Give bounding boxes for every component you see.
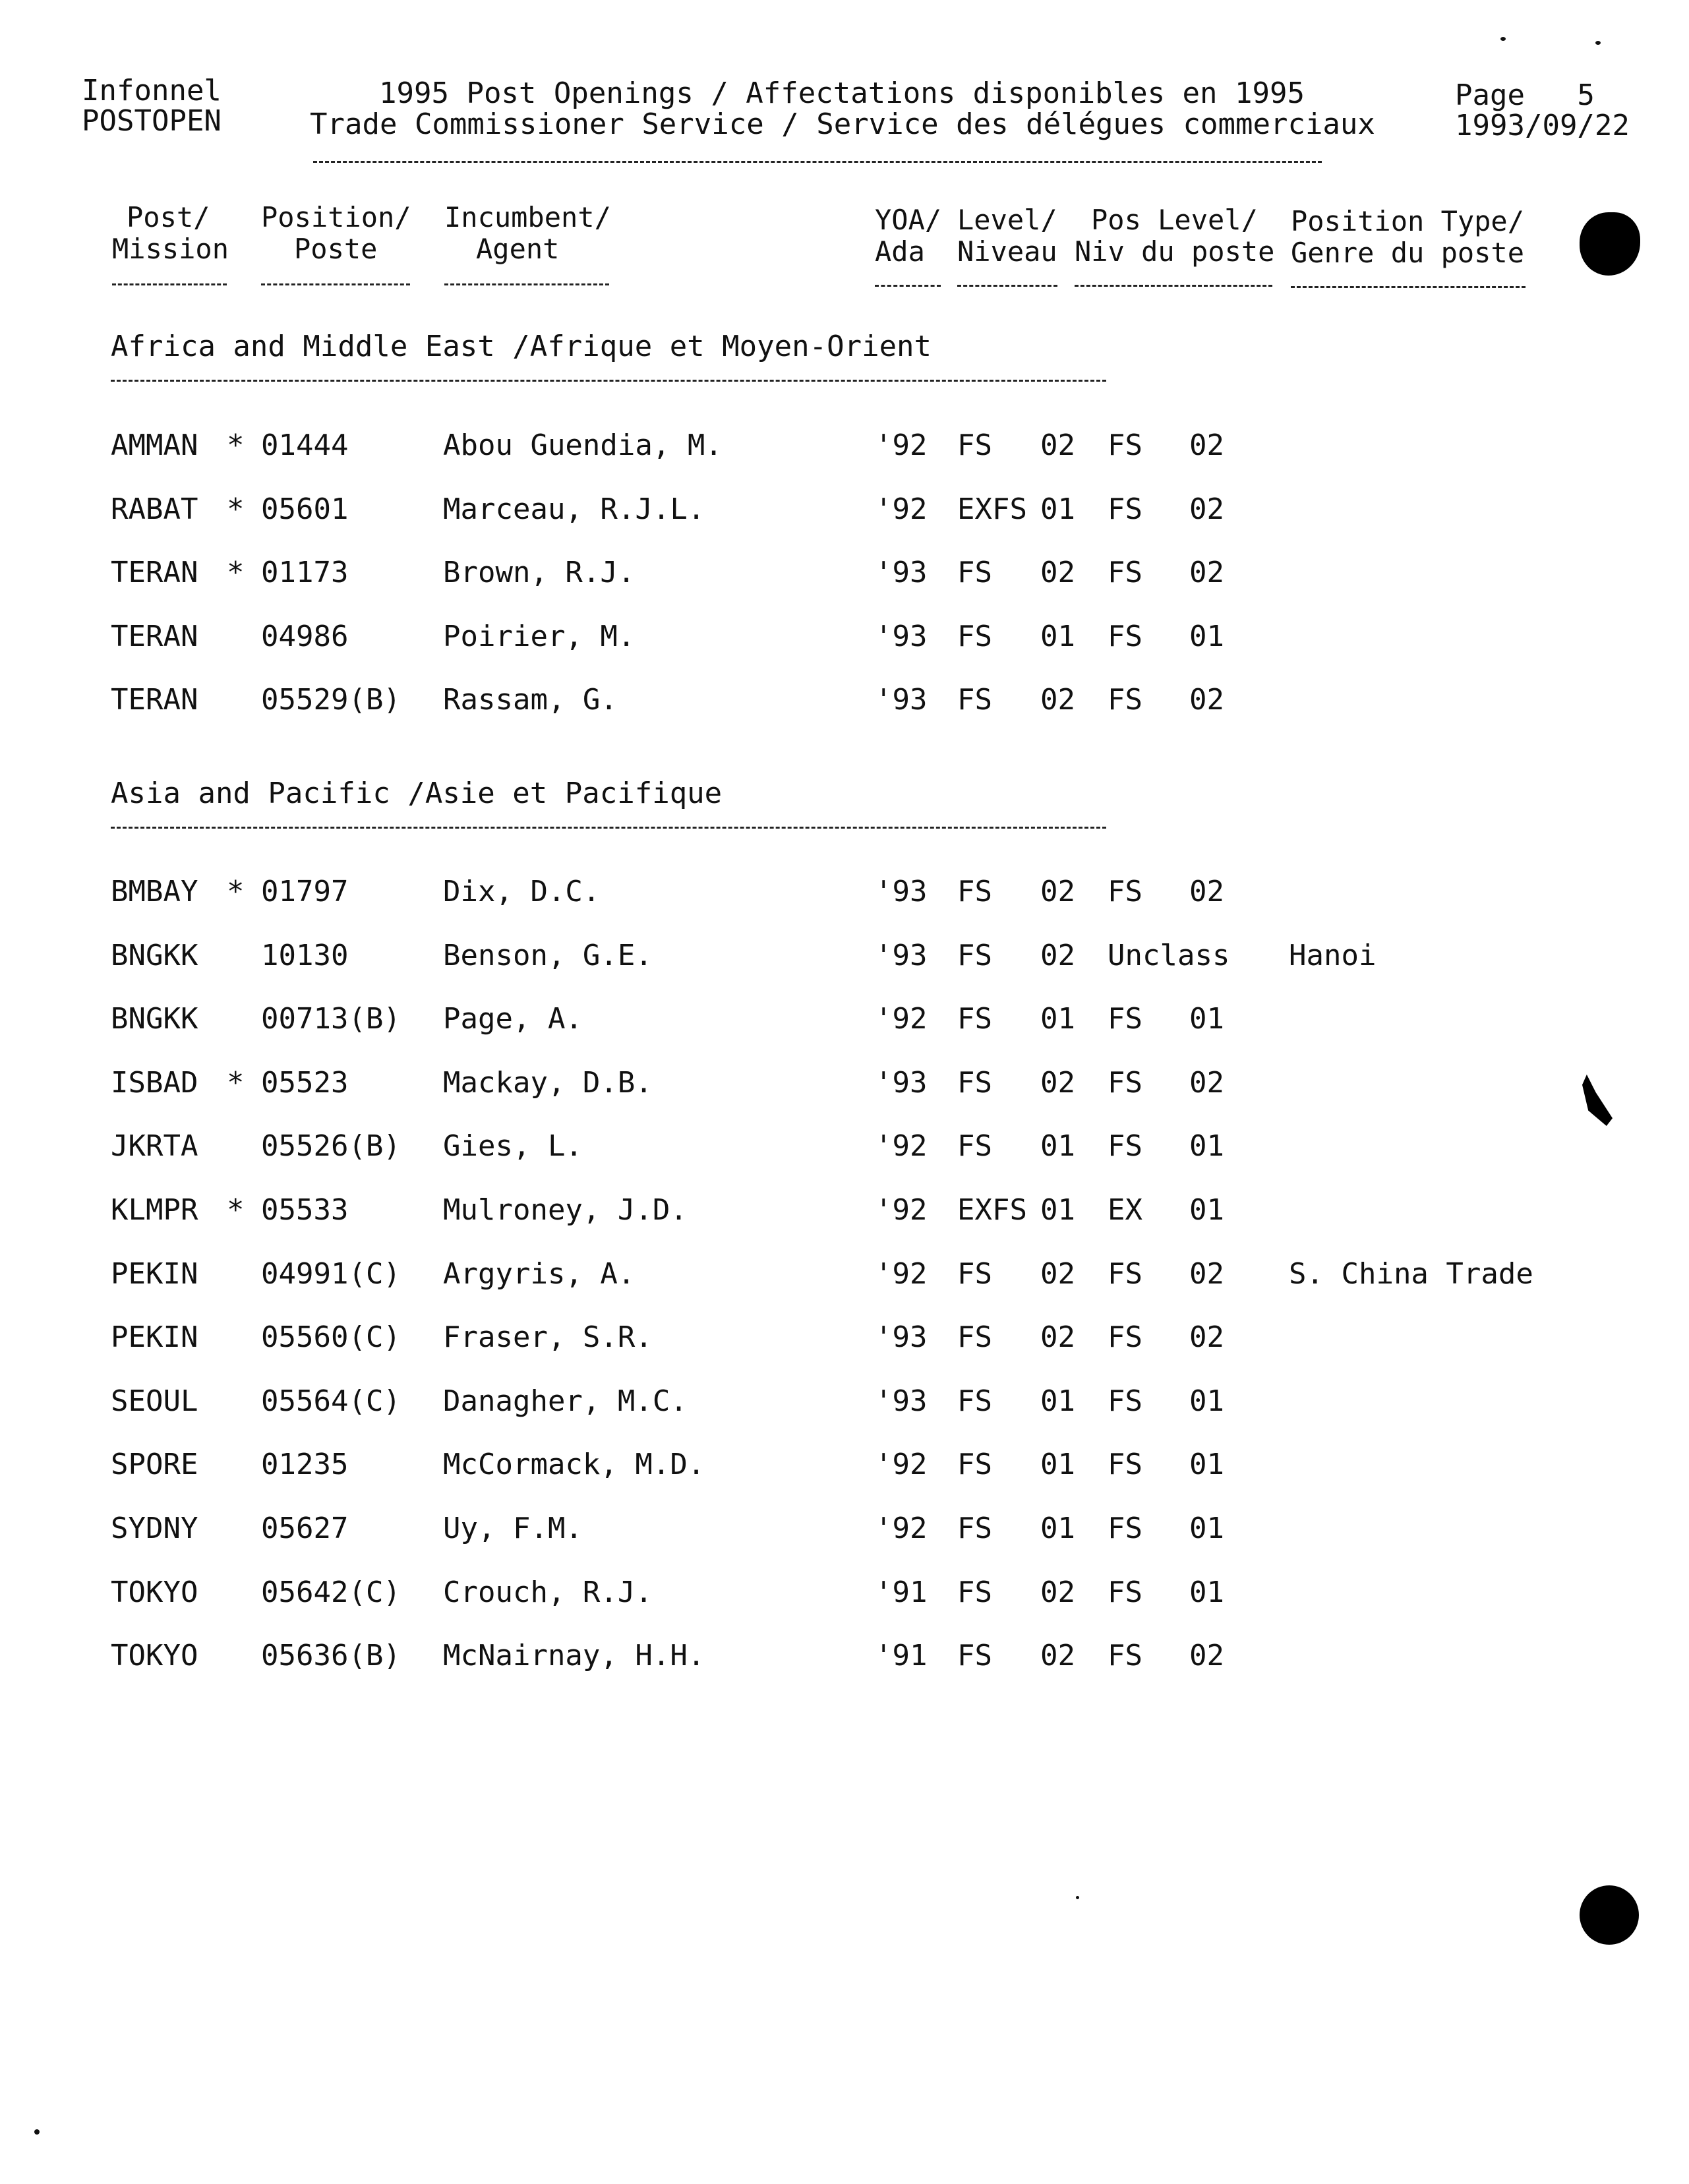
- post-cell: TERAN: [111, 619, 198, 653]
- table-row: [0, 1127, 1689, 1166]
- post-cell: PEKIN: [111, 1256, 198, 1291]
- table-row: [0, 1636, 1689, 1676]
- section-title: Asia and Pacific /Asie et Pacifique: [111, 777, 723, 810]
- level-cell: EXFS: [957, 492, 1027, 526]
- level-cell: FS: [957, 1448, 992, 1482]
- post-cell: TERAN: [111, 556, 198, 590]
- col-type-fr: Genre du poste: [1291, 237, 1525, 269]
- pos-number-cell: 02: [1189, 1065, 1224, 1100]
- report-code: POSTOPEN: [82, 104, 222, 138]
- position-cell: 01444: [261, 428, 349, 462]
- yoa-cell: '93: [875, 619, 928, 653]
- pos-level-cell: FS: [1108, 683, 1142, 717]
- incumbent-cell: McCormack, M.D.: [443, 1448, 705, 1482]
- table-row: [0, 1573, 1689, 1612]
- level-number-cell: 01: [1040, 1193, 1075, 1227]
- incumbent-cell: Crouch, R.J.: [443, 1575, 653, 1609]
- table-row: [0, 999, 1689, 1039]
- col-underline: [957, 285, 1057, 287]
- yoa-cell: '91: [875, 1639, 928, 1673]
- level-number-cell: 02: [1040, 683, 1075, 717]
- system-name: Infonnel: [82, 74, 222, 107]
- star-marker: *: [227, 492, 245, 526]
- incumbent-cell: Rassam, G.: [443, 683, 618, 717]
- level-cell: FS: [957, 619, 992, 653]
- yoa-cell: '92: [875, 1129, 928, 1164]
- col-underline: [444, 283, 609, 285]
- level-number-cell: 02: [1040, 556, 1075, 590]
- section-title: Africa and Middle East /Afrique et Moyen-Orient: [111, 330, 932, 363]
- speck: [34, 2129, 40, 2135]
- pos-number-cell: 02: [1189, 1320, 1224, 1355]
- post-cell: AMMAN: [111, 428, 198, 462]
- table-row: [0, 872, 1689, 912]
- yoa-cell: '92: [875, 1256, 928, 1291]
- yoa-cell: '92: [875, 1002, 928, 1036]
- col-pos-level-fr: Niv du poste: [1075, 235, 1275, 268]
- table-row: [0, 1445, 1689, 1485]
- pos-level-cell: FS: [1108, 1575, 1142, 1609]
- pos-number-cell: 01: [1189, 1512, 1224, 1545]
- post-cell: BMBAY: [111, 875, 198, 908]
- table-row: [0, 1509, 1689, 1549]
- yoa-cell: '93: [875, 1320, 928, 1355]
- yoa-cell: '92: [875, 492, 928, 526]
- incumbent-cell: Fraser, S.R.: [443, 1320, 653, 1355]
- position-cell: 05642(C): [261, 1575, 401, 1609]
- incumbent-cell: Argyris, A.: [443, 1256, 636, 1291]
- level-cell: FS: [957, 1065, 992, 1100]
- level-number-cell: 02: [1040, 1639, 1075, 1673]
- level-cell: FS: [957, 938, 992, 972]
- level-cell: FS: [957, 1256, 992, 1291]
- pos-level-cell: FS: [1108, 556, 1142, 590]
- star-marker: *: [227, 556, 245, 590]
- incumbent-cell: Brown, R.J.: [443, 556, 636, 590]
- col-position-fr: Poste: [294, 233, 378, 265]
- incumbent-cell: Uy, F.M.: [443, 1512, 583, 1545]
- position-cell: 04991(C): [261, 1256, 401, 1291]
- yoa-cell: '92: [875, 1448, 928, 1482]
- post-cell: PEKIN: [111, 1320, 198, 1355]
- level-number-cell: 01: [1040, 1002, 1075, 1036]
- level-number-cell: 01: [1040, 1512, 1075, 1545]
- post-cell: BNGKK: [111, 1002, 198, 1036]
- pos-number-cell: 02: [1189, 556, 1224, 590]
- post-cell: SPORE: [111, 1448, 198, 1482]
- level-cell: FS: [957, 875, 992, 908]
- level-number-cell: 02: [1040, 875, 1075, 908]
- table-row: [0, 426, 1689, 465]
- punch-hole-mark: [1580, 1885, 1639, 1945]
- pos-level-cell: FS: [1108, 492, 1142, 526]
- position-cell: 05533: [261, 1193, 349, 1227]
- post-cell: RABAT: [111, 492, 198, 526]
- incumbent-cell: McNairnay, H.H.: [443, 1639, 705, 1673]
- pos-number-cell: 01: [1189, 1129, 1224, 1164]
- table-row: [0, 680, 1689, 720]
- position-cell: 01235: [261, 1448, 349, 1482]
- table-row: [0, 1382, 1689, 1421]
- table-row: [0, 553, 1689, 593]
- pos-level-cell: FS: [1108, 1002, 1142, 1036]
- yoa-cell: '93: [875, 938, 928, 972]
- pos-level-cell: FS: [1108, 428, 1142, 462]
- pos-level-cell: FS: [1108, 1065, 1142, 1100]
- position-cell: 05560(C): [261, 1320, 401, 1355]
- speck: [1500, 37, 1506, 41]
- speck: [1076, 1896, 1079, 1899]
- col-level-en: Level/: [957, 204, 1057, 236]
- level-number-cell: 02: [1040, 938, 1075, 972]
- col-type-en: Position Type/: [1291, 205, 1525, 237]
- level-cell: FS: [957, 1320, 992, 1355]
- col-position-en: Position/: [261, 201, 411, 233]
- level-number-cell: 01: [1040, 1129, 1075, 1164]
- level-number-cell: 02: [1040, 428, 1075, 462]
- post-cell: TOKYO: [111, 1639, 198, 1673]
- level-cell: FS: [957, 1002, 992, 1036]
- section-divider: [111, 380, 1106, 382]
- pos-level-cell: FS: [1108, 619, 1142, 653]
- pos-number-cell: 02: [1189, 1256, 1224, 1291]
- incumbent-cell: Marceau, R.J.L.: [443, 492, 705, 526]
- pos-number-cell: 01: [1189, 619, 1224, 653]
- incumbent-cell: Page, A.: [443, 1002, 583, 1036]
- level-number-cell: 02: [1040, 1065, 1075, 1100]
- pos-number-cell: 01: [1189, 1193, 1224, 1227]
- position-cell: 10130: [261, 938, 349, 972]
- post-cell: TOKYO: [111, 1575, 198, 1609]
- level-cell: FS: [957, 428, 992, 462]
- position-cell: 05526(B): [261, 1129, 401, 1164]
- header-divider: [313, 161, 1322, 163]
- position-cell: 01797: [261, 875, 349, 908]
- yoa-cell: '91: [875, 1575, 928, 1609]
- level-number-cell: 01: [1040, 619, 1075, 653]
- pos-level-cell: EX: [1108, 1193, 1142, 1227]
- position-cell: 05601: [261, 492, 349, 526]
- position-cell: 05636(B): [261, 1639, 401, 1673]
- pos-level-cell: FS: [1108, 1320, 1142, 1355]
- level-cell: FS: [957, 1639, 992, 1673]
- table-row: [0, 1191, 1689, 1230]
- level-number-cell: 01: [1040, 1448, 1075, 1482]
- incumbent-cell: Danagher, M.C.: [443, 1384, 688, 1418]
- post-cell: ISBAD: [111, 1065, 198, 1100]
- position-cell: 04986: [261, 619, 349, 653]
- incumbent-cell: Gies, L.: [443, 1129, 583, 1164]
- star-marker: *: [227, 875, 245, 908]
- incumbent-cell: Mulroney, J.D.: [443, 1193, 688, 1227]
- col-incumbent-en: Incumbent/: [444, 201, 611, 233]
- punch-hole-mark: [1580, 212, 1640, 276]
- page-number: Page 5: [1455, 78, 1595, 112]
- table-row: [0, 1318, 1689, 1357]
- post-cell: JKRTA: [111, 1129, 198, 1164]
- level-cell: FS: [957, 1384, 992, 1418]
- position-type-cell: S. China Trade: [1289, 1256, 1533, 1291]
- level-cell: FS: [957, 556, 992, 590]
- report-subtitle: Trade Commissioner Service / Service des délégues commerciaux: [310, 107, 1375, 141]
- table-row: [0, 936, 1689, 976]
- position-cell: 00713(B): [261, 1002, 401, 1036]
- pos-level-cell: FS: [1108, 1256, 1142, 1291]
- yoa-cell: '92: [875, 1512, 928, 1545]
- yoa-cell: '93: [875, 1384, 928, 1418]
- section-divider: [111, 827, 1106, 829]
- pos-number-cell: 02: [1189, 683, 1224, 717]
- level-number-cell: 01: [1040, 492, 1075, 526]
- report-date: 1993/09/22: [1455, 109, 1630, 142]
- level-number-cell: 01: [1040, 1384, 1075, 1418]
- incumbent-cell: Dix, D.C.: [443, 875, 601, 908]
- col-pos-level-en: Pos Level/: [1091, 204, 1258, 236]
- col-incumbent-fr: Agent: [476, 233, 560, 265]
- col-post-fr: Mission: [112, 233, 229, 265]
- pos-level-cell: Unclass: [1108, 938, 1230, 972]
- pos-level-cell: FS: [1108, 1448, 1142, 1482]
- pos-number-cell: 01: [1189, 1002, 1224, 1036]
- post-cell: TERAN: [111, 683, 198, 717]
- yoa-cell: '93: [875, 556, 928, 590]
- col-underline: [261, 283, 410, 285]
- level-cell: FS: [957, 1575, 992, 1609]
- star-marker: *: [227, 1065, 245, 1100]
- speck: [1595, 41, 1601, 45]
- pos-level-cell: FS: [1108, 1639, 1142, 1673]
- star-marker: *: [227, 1193, 245, 1227]
- yoa-cell: '93: [875, 683, 928, 717]
- col-underline: [1291, 286, 1526, 288]
- col-underline: [112, 283, 227, 285]
- post-cell: KLMPR: [111, 1193, 198, 1227]
- yoa-cell: '92: [875, 1193, 928, 1227]
- position-cell: 05529(B): [261, 683, 401, 717]
- incumbent-cell: Poirier, M.: [443, 619, 636, 653]
- pos-level-cell: FS: [1108, 875, 1142, 908]
- table-row: [0, 1254, 1689, 1294]
- incumbent-cell: Abou Guendia, M.: [443, 428, 723, 462]
- position-cell: 01173: [261, 556, 349, 590]
- table-row: [0, 490, 1689, 529]
- table-row: [0, 617, 1689, 657]
- pos-level-cell: FS: [1108, 1512, 1142, 1545]
- post-cell: SEOUL: [111, 1384, 198, 1418]
- col-underline: [875, 285, 941, 287]
- pos-number-cell: 01: [1189, 1448, 1224, 1482]
- level-cell: EXFS: [957, 1193, 1027, 1227]
- report-title: 1995 Post Openings / Affectations disponibles en 1995: [379, 76, 1305, 110]
- pos-number-cell: 02: [1189, 428, 1224, 462]
- position-cell: 05627: [261, 1512, 349, 1545]
- col-underline: [1075, 285, 1272, 287]
- pos-number-cell: 01: [1189, 1384, 1224, 1418]
- position-cell: 05564(C): [261, 1384, 401, 1418]
- table-row: [0, 1063, 1689, 1103]
- position-type-cell: Hanoi: [1289, 938, 1377, 972]
- col-post-en: Post/: [127, 201, 210, 233]
- level-cell: FS: [957, 1129, 992, 1164]
- pos-number-cell: 02: [1189, 1639, 1224, 1673]
- yoa-cell: '92: [875, 428, 928, 462]
- level-number-cell: 02: [1040, 1256, 1075, 1291]
- col-yoa-en: YOA/: [875, 204, 942, 236]
- pos-number-cell: 02: [1189, 492, 1224, 526]
- pos-number-cell: 02: [1189, 875, 1224, 908]
- pos-number-cell: 01: [1189, 1575, 1224, 1609]
- position-cell: 05523: [261, 1065, 349, 1100]
- yoa-cell: '93: [875, 875, 928, 908]
- star-marker: *: [227, 428, 245, 462]
- level-number-cell: 02: [1040, 1575, 1075, 1609]
- level-cell: FS: [957, 683, 992, 717]
- pos-level-cell: FS: [1108, 1129, 1142, 1164]
- incumbent-cell: Benson, G.E.: [443, 938, 653, 972]
- post-cell: SYDNY: [111, 1512, 198, 1545]
- level-number-cell: 02: [1040, 1320, 1075, 1355]
- yoa-cell: '93: [875, 1065, 928, 1100]
- level-cell: FS: [957, 1512, 992, 1545]
- post-cell: BNGKK: [111, 938, 198, 972]
- col-yoa-fr: Ada: [875, 235, 925, 268]
- col-level-fr: Niveau: [957, 235, 1057, 268]
- incumbent-cell: Mackay, D.B.: [443, 1065, 653, 1100]
- pos-level-cell: FS: [1108, 1384, 1142, 1418]
